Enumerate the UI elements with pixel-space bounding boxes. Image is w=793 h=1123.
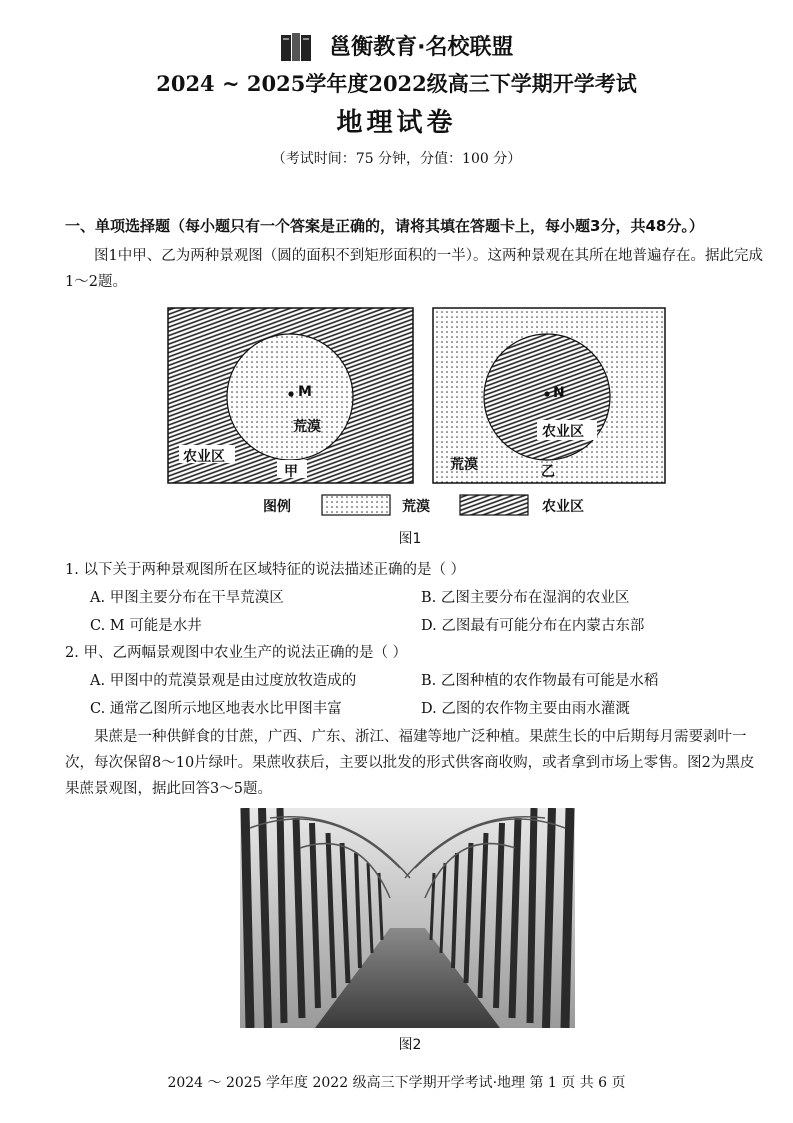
- passage-sugarcane: 果蔗是一种供鲜食的甘蔗，广西、广东、浙江、福建等地广泛种植。果蔗生长的中后期每月需要剥叶一次，每次保留8～10片绿叶。果蔗收获后，主要以批发的形式供客商收购，或者拿到市场上零售。图2为黑皮果蔗景观图，据此回答3～5题。: [65, 729, 755, 797]
- question-1-option-c: C. M 可能是水井: [90, 618, 202, 634]
- figure-1-diagram: [165, 305, 670, 525]
- panel-yi-circle: [484, 334, 610, 460]
- figure-2-caption: 图2: [398, 1037, 422, 1053]
- page-footer: 2024 ～ 2025 学年度 2022 级高三下学期开学考试·地理 第 1 页 共 6 页: [167, 1075, 626, 1091]
- exam-info: （考试时间：75 分钟，分值：100 分）: [271, 151, 522, 167]
- jia-desert-label: 荒漠: [293, 419, 321, 435]
- legend-farm-swatch: [460, 495, 528, 515]
- figure-2-photo: [240, 808, 575, 1028]
- question-1-stem: 1. 以下关于两种景观图所在区域特征的说法描述正确的是（ ）: [65, 562, 466, 578]
- legend-farm-label: 农业区: [542, 499, 584, 515]
- org-name: 邕衡教育·名校联盟: [329, 35, 514, 60]
- legend-title: 图例: [263, 499, 291, 515]
- yi-name-label: 乙: [541, 464, 555, 480]
- yi-farm-label: 农业区: [542, 424, 584, 440]
- sugarcane-field-image: [240, 808, 575, 1028]
- section-title: 一、单项选择题（每小题只有一个答案是正确的，请将其填在答题卡上，每小题3分，共48分。）: [65, 217, 704, 235]
- book-logo-icon: [279, 31, 313, 65]
- figure-1-caption: 图1: [398, 531, 422, 547]
- org-header: [0, 30, 793, 65]
- subject-title: 地理试卷: [336, 108, 457, 138]
- question-2-option-d: D. 乙图的农作物主要由雨水灌溉: [421, 701, 630, 717]
- exam-title: 2024 ~ 2025学年度2022级高三下学期开学考试: [156, 71, 637, 96]
- question-2-option-b: B. 乙图种植的农作物最有可能是水稻: [421, 673, 659, 689]
- question-2-option-c: C. 通常乙图所示地区地表水比甲图丰富: [90, 701, 342, 717]
- question-2-option-a: A. 甲图中的荒漠景观是由过度放牧造成的: [90, 673, 357, 689]
- point-n-label: N: [553, 385, 565, 401]
- intro-paragraph: 图1中甲、乙为两种景观图（圆的面积不到矩形面积的一半）。这两种景观在其所在地普遍存在。据此完成1～2题。: [65, 248, 763, 290]
- question-2-stem: 2. 甲、乙两幅景观图中农业生产的说法正确的是（ ）: [65, 645, 408, 661]
- question-1-option-b: B. 乙图主要分布在湿润的农业区: [421, 590, 630, 606]
- jia-farm-label: 农业区: [183, 449, 225, 465]
- panel-jia-circle: [227, 334, 353, 460]
- point-m-label: M: [298, 384, 312, 400]
- legend-desert-label: 荒漠: [402, 499, 430, 515]
- jia-name-label: 甲: [284, 464, 298, 480]
- yi-desert-label: 荒漠: [450, 457, 478, 473]
- question-1-option-a: A. 甲图主要分布在干旱荒漠区: [90, 590, 284, 606]
- question-1-option-d: D. 乙图最有可能分布在内蒙古东部: [421, 618, 645, 634]
- legend-desert-swatch: [322, 495, 390, 515]
